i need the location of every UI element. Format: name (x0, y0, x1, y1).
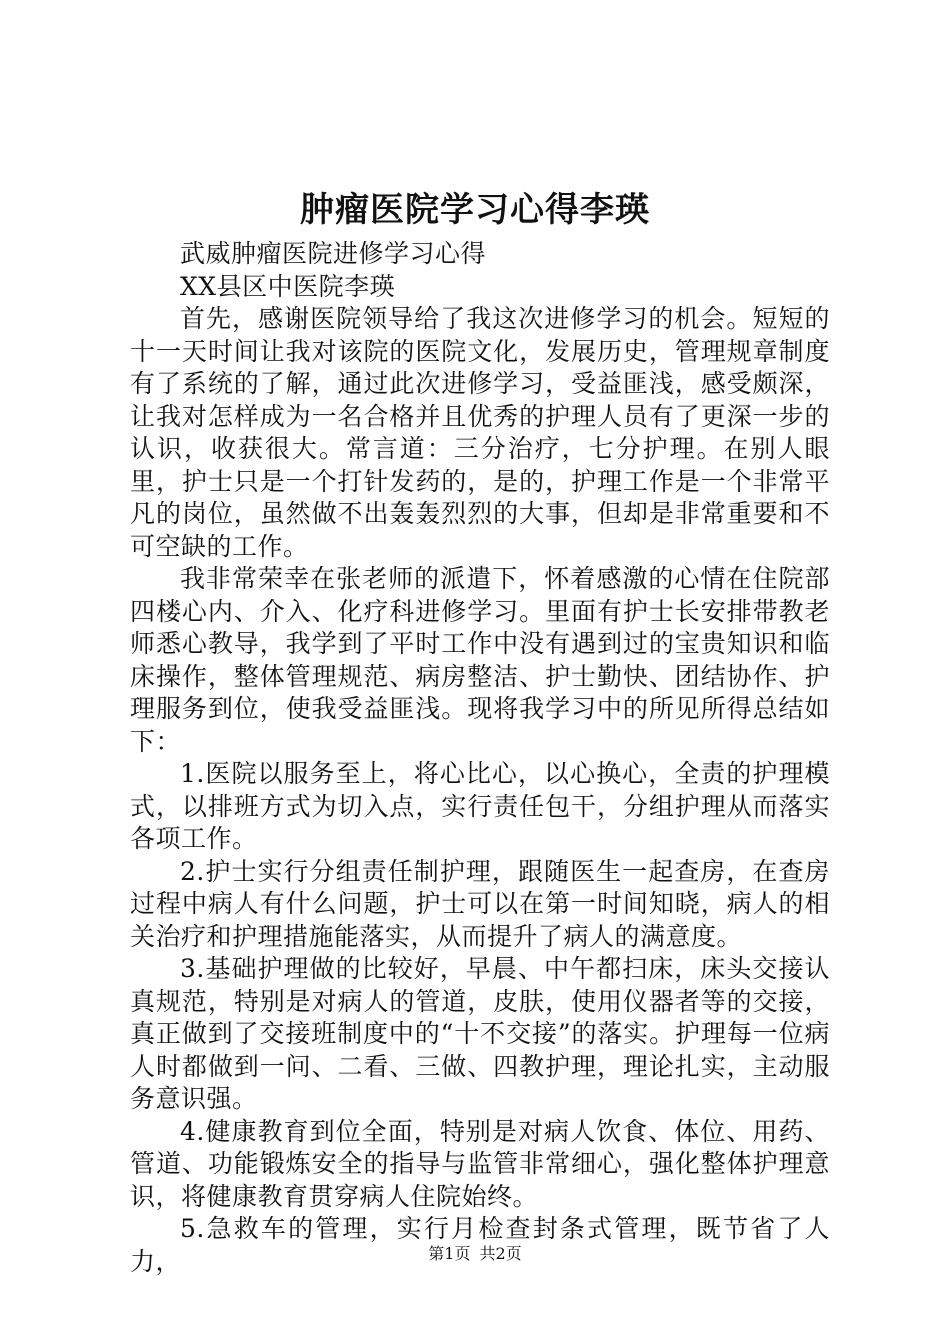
document-body (130, 238, 830, 1278)
document-title: 肿瘤医院学习心得李瑛 (300, 190, 650, 230)
author-paragraph: XX县区中医院李瑛 (180, 271, 396, 301)
page-number: 第1页 (428, 1244, 471, 1263)
list-item-paragraph: 3.基础护理做的比较好，早晨、中午都扫床，床头交接认真规范，特别是对病人的管道，皮肤，使用仪器者等的交接，真正做到了交接班制度中的“十不交接”的落实。护理每一位病人时都做到一问、二看、三做、四教护理，理论扎实，主动服务意识强。 (130, 954, 830, 1113)
body-paragraph: 我非常荣幸在张老师的派遣下，怀着感激的心情在住院部四楼心内、介入、化疗科进修学习。里面有护士长安排带教老师悉心教导，我学到了平时工作中没有遇到过的宝贵知识和临床操作，整体管理规范、病房整洁、护士勤快、团结协作、护理服务到位，使我受益匪浅。现将我学习中的所见所得总结如下： (130, 564, 830, 756)
list-item-paragraph: 4.健康教育到位全面，特别是对病人饮食、体位、用药、管道、功能锻炼安全的指导与监管非常细心，强化整体护理意识，将健康教育贯穿病人住院始终。 (130, 1116, 830, 1211)
list-item-paragraph: 2.护士实行分组责任制护理，跟随医生一起查房，在查房过程中病人有什么问题，护士可以在第一时间知晓，病人的相关治疗和护理措施能落实，从而提升了病人的满意度。 (130, 856, 830, 951)
list-item-paragraph: 5.急救车的管理，实行月检查封条式管理，既节省了人力， (130, 1214, 830, 1276)
page-total: 共2页 (479, 1244, 522, 1263)
body-paragraph: 首先，感谢医院领导给了我这次进修学习的机会。短短的十一天时间让我对该院的医院文化，发展历史，管理规章制度有了系统的了解，通过此次进修学习，受益匪浅，感受颇深，让我对怎样成为一名合格并且优秀的护理人员有了更深一步的认识，收获很大。常言道：三分治疗，七分护理。在别人眼里，护士只是一个打针发药的，是的，护理工作是一个非常平凡的岗位，虽然做不出轰轰烈烈的大事，但却是非常重要和不可空缺的工作。 (130, 304, 830, 561)
page-footer (0, 1243, 950, 1265)
subtitle-paragraph: 武威肿瘤医院进修学习心得 (180, 239, 487, 268)
list-item-paragraph: 1.医院以服务至上，将心比心，以心换心，全责的护理模式，以排班方式为切入点，实行责任包干，分组护理从而落实各项工作。 (130, 759, 830, 853)
